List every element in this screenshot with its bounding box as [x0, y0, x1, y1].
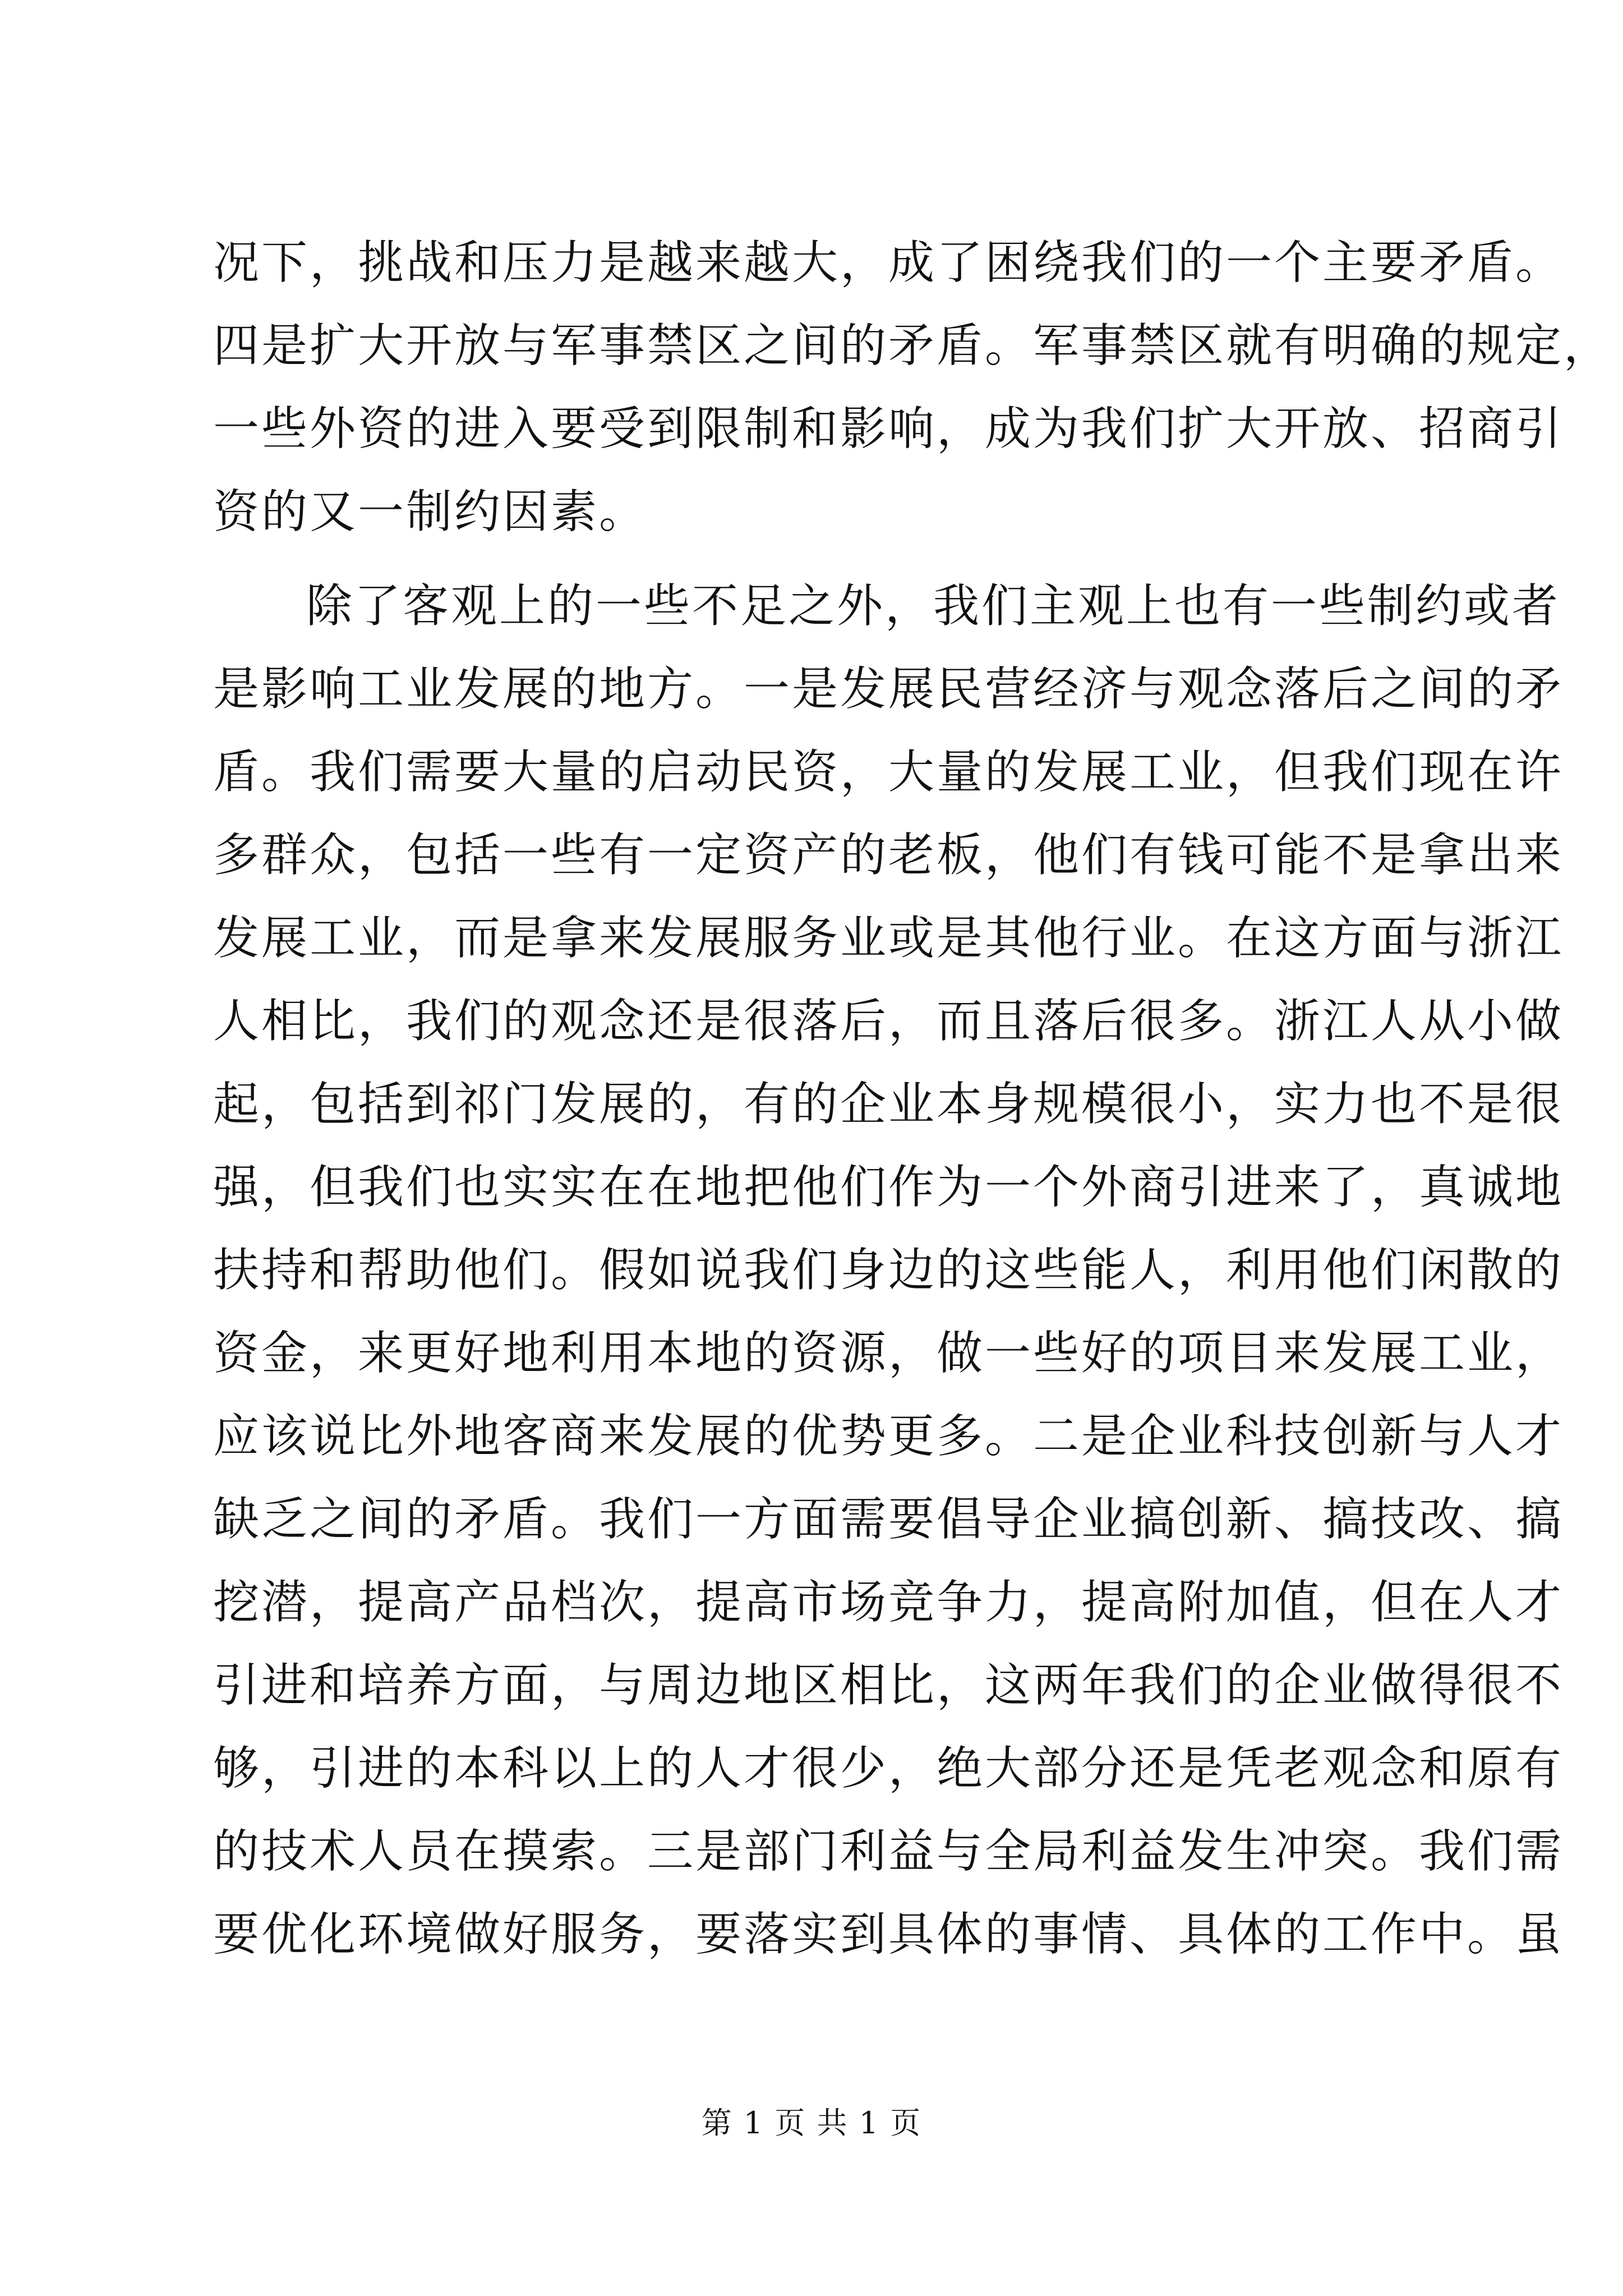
page-number-footer: 第 1 页 共 1 页	[701, 2105, 922, 2141]
text-line: 盾。我们需要大量的启动民资，大量的发展工业，但我们现在许	[213, 746, 1564, 799]
text-line: 资金，来更好地利用本地的资源，做一些好的项目来发展工业，	[213, 1327, 1564, 1380]
text-line: 人相比，我们的观念还是很落后，而且落后很多。浙江人从小做	[213, 995, 1564, 1048]
text-line: 的技术人员在摸索。三是部门利益与全局利益发生冲突。我们需	[213, 1825, 1564, 1878]
text-line: 够，引进的本科以上的人才很少，绝大部分还是凭老观念和原有	[213, 1742, 1564, 1795]
text-line: 挖潜，提高产品档次，提高市场竞争力，提高附加值，但在人才	[213, 1576, 1564, 1629]
text-line: 扶持和帮助他们。假如说我们身边的这些能人，利用他们闲散的	[213, 1244, 1564, 1297]
text-line: 一些外资的进入要受到限制和影响，成为我们扩大开放、招商引	[213, 402, 1564, 455]
text-line: 除了客观上的一些不足之外，我们主观上也有一些制约或者	[306, 579, 1561, 633]
text-line: 发展工业，而是拿来发展服务业或是其他行业。在这方面与浙江	[213, 912, 1564, 965]
text-line: 起，包括到祁门发展的，有的企业本身规模很小，实力也不是很	[213, 1078, 1564, 1131]
text-line: 缺乏之间的矛盾。我们一方面需要倡导企业搞创新、搞技改、搞	[213, 1493, 1564, 1546]
text-line: 要优化环境做好服务，要落实到具体的事情、具体的工作中。虽	[213, 1908, 1564, 1961]
text-line: 多群众，包括一些有一定资产的老板，他们有钱可能不是拿出来	[213, 829, 1564, 882]
document-body	[213, 222, 1612, 1976]
text-line: 是影响工业发展的地方。一是发展民营经济与观念落后之间的矛	[213, 662, 1564, 716]
text-line: 四是扩大开放与军事禁区之间的矛盾。军事禁区就有明确的规定，	[213, 319, 1612, 372]
text-line: 资的又一制约因素。	[213, 485, 648, 539]
text-line: 应该说比外地客商来发展的优势更多。二是企业科技创新与人才	[213, 1410, 1564, 1463]
text-line: 强，但我们也实实在在地把他们作为一个外商引进来了，真诚地	[213, 1161, 1564, 1214]
text-line: 况下，挑战和压力是越来越大，成了困绕我们的一个主要矛盾。	[213, 236, 1564, 289]
text-line: 引进和培养方面，与周边地区相比，这两年我们的企业做得很不	[213, 1659, 1564, 1712]
paragraph-gap	[213, 554, 1486, 565]
